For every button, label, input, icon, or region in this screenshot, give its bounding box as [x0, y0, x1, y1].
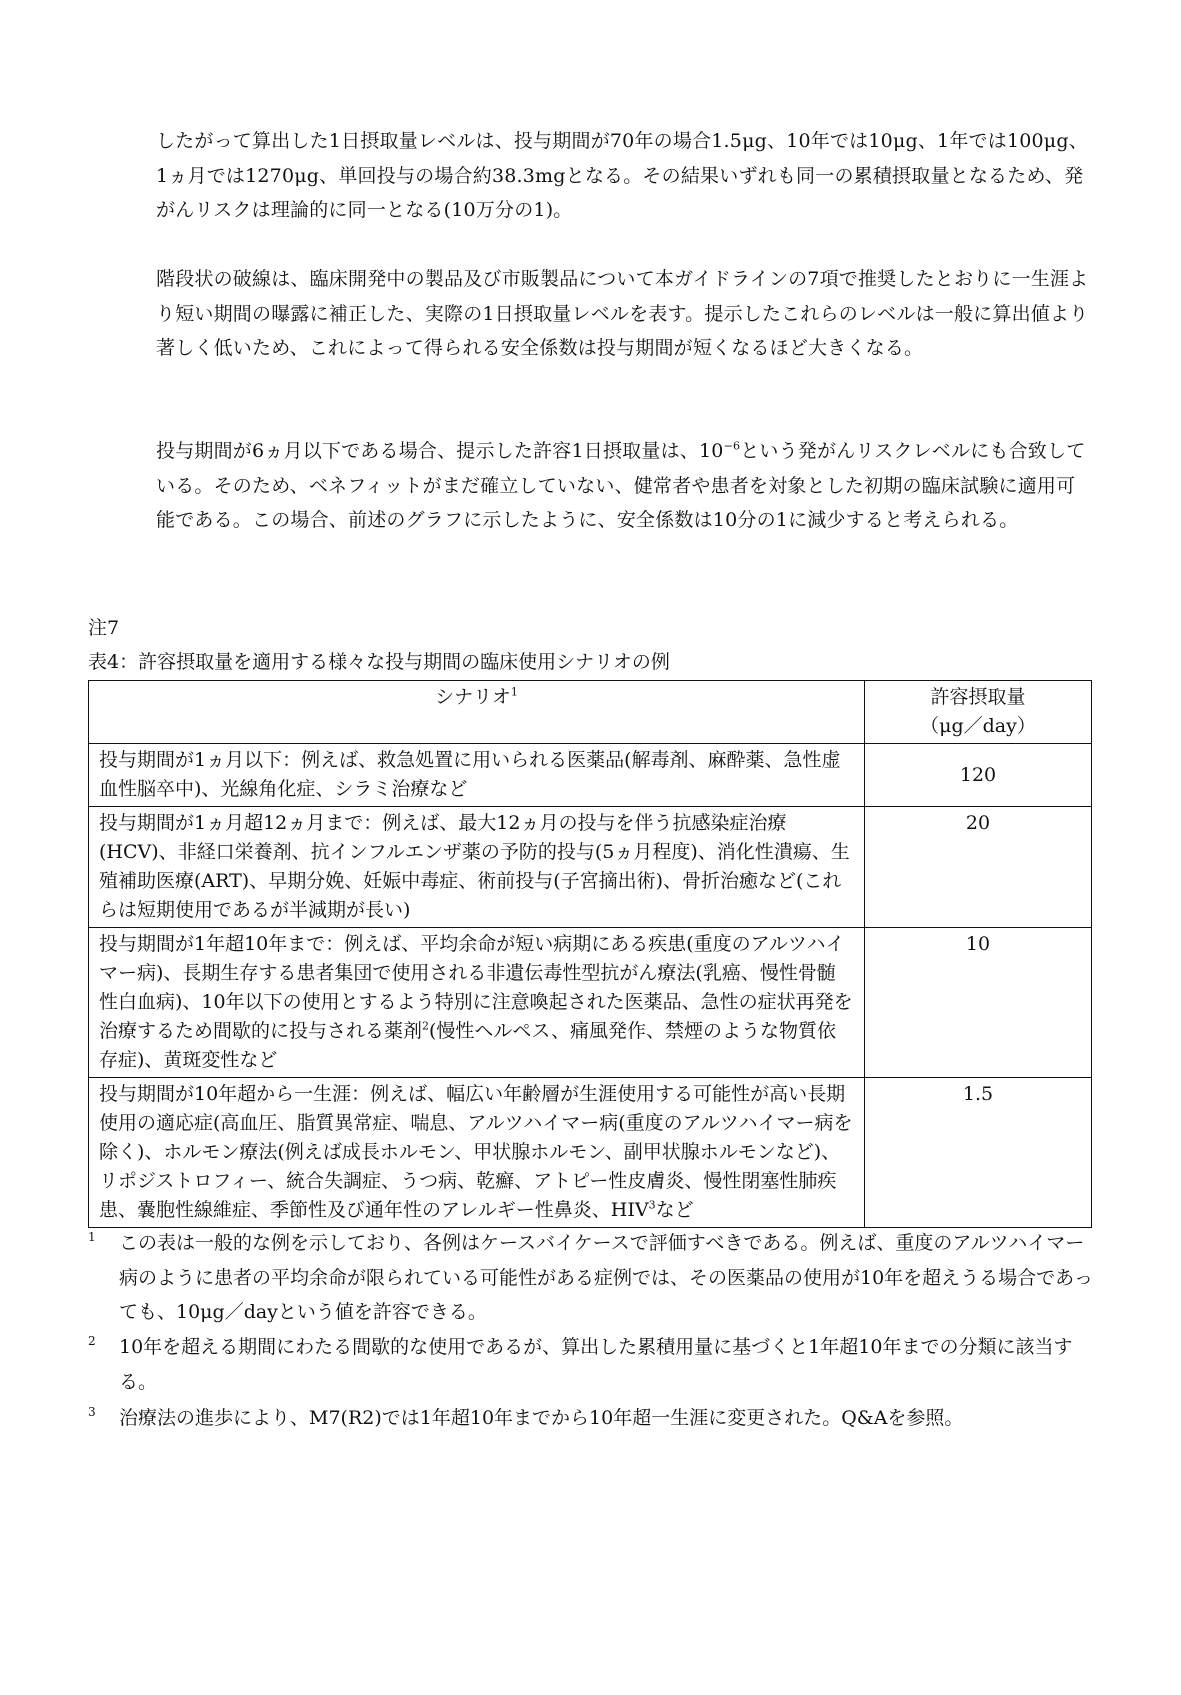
- footnote-ref: 2: [422, 1019, 430, 1033]
- footnote-3: [88, 1401, 1098, 1436]
- scenario-text: 投与期間が1年超10年まで：例えば、平均余命が短い病期にある疾患(重度のアルツハイマー病)、長期生存する患者集団で使用される非遺伝毒性型抗がん療法(乳癌、慢性骨髄性白血病)、10年以下の使用とするよう特別に注意喚起された医薬品、急性の症状再発を治療するため間歇的に投与される薬剤: [99, 933, 853, 1042]
- limit-cell: 1.5: [865, 1078, 1092, 1228]
- table-caption: 表4：許容摂取量を適用する様々な投与期間の臨床使用シナリオの例: [88, 651, 670, 673]
- scenario-text: (慢性ヘルペス、痛風発作、禁煙のような物質依存症)、黄斑変性など: [99, 1020, 836, 1071]
- scenario-cell: [89, 928, 865, 1078]
- body-paragraph-3: [156, 434, 1094, 538]
- p3-exponent: −6: [723, 439, 741, 453]
- table-row: [89, 744, 1092, 807]
- p3-text-before: 投与期間が6ヵ月以下である場合、提示した許容1日摂取量は、10: [156, 440, 724, 462]
- scenario-cell: 投与期間が1ヵ月以下：例えば、救急処置に用いられる医薬品(解毒剤、麻酔薬、急性虚血性脳卒中)、光線角化症、シラミ治療など: [89, 744, 865, 807]
- scenario-text: など: [655, 1199, 694, 1221]
- table-row: [89, 928, 1092, 1078]
- footnote-ref: 3: [648, 1198, 656, 1212]
- body-paragraph-1: したがって算出した1日摂取量レベルは、投与期間が70年の場合1.5μg、10年では10μg、1年では100μg、1ヵ月では1270μg、単回投与の場合約38.3mgとなる。その結果いずれも同一の累積摂取量となるため、発がんリスクは理論的に同一となる(10万分の1)。: [156, 130, 1088, 221]
- footnote-text: 10年を超える期間にわたる間歇的な使用であるが、算出した累積用量に基づくと1年超10年までの分類に該当する。: [119, 1336, 1073, 1393]
- limit-cell: 10: [865, 928, 1092, 1078]
- header-limit: [865, 681, 1092, 744]
- footnote-mark: 1: [88, 1230, 96, 1244]
- footnote-text: 治療法の進歩により、M7(R2)では1年超10年までから10年超一生涯に変更された。Q&Aを参照。: [119, 1407, 964, 1429]
- note-label: 注7: [88, 617, 120, 639]
- table-row: [89, 807, 1092, 928]
- header-scenario-label: シナリオ: [435, 686, 511, 708]
- scenario-cell: 投与期間が1ヵ月超12ヵ月まで：例えば、最大12ヵ月の投与を伴う抗感染症治療(HCV)、非経口栄養剤、抗インフルエンザ薬の予防的投与(5ヵ月程度)、消化性潰瘍、生殖補助医療(ART)、早期分娩、妊娠中毒症、術前投与(子宮摘出術)、骨折治癒など(これらは短期使用であるが半減期が長い): [89, 807, 865, 928]
- limit-cell: 120: [865, 744, 1092, 807]
- header-scenario: [89, 681, 865, 744]
- footnote-text: この表は一般的な例を示しており、各例はケースバイケースで評価すべきである。例えば、重度のアルツハイマー病のように患者の平均余命が限られている可能性がある症例では、その医薬品の使用が10年を超えうる場合であっても、10μg／dayという値を許容できる。: [119, 1232, 1093, 1323]
- footnote-mark: 2: [88, 1334, 96, 1348]
- table-row: [89, 1078, 1092, 1228]
- footnote-2: [88, 1330, 1098, 1399]
- header-limit-line2: （μg／day）: [920, 715, 1036, 737]
- table-header-row: [89, 681, 1092, 744]
- header-scenario-footnote-ref: 1: [510, 685, 518, 699]
- p3-text-after: という発がんリスクレベルにも合致している。そのため、ベネフィットがまだ確立していない、健常者や患者を対象とした初期の臨床試験に適用可能である。この場合、前述のグラフに示したように、安全係数は10分の1に減少すると考えられる。: [156, 440, 1086, 531]
- footnote-mark: 3: [88, 1405, 96, 1419]
- header-limit-line1: 許容摂取量: [930, 686, 1026, 708]
- scenario-table: [88, 680, 1092, 1228]
- scenario-text: 投与期間が10年超から一生涯：例えば、幅広い年齢層が生涯使用する可能性が高い長期使用の適応症(高血圧、脂質異常症、喘息、アルツハイマー病(重度のアルツハイマー病を除く)、ホルモン療法(例えば成長ホルモン、甲状腺ホルモン、副甲状腺ホルモンなど)、リポジストロフィー、統合失調症、うつ病、乾癬、アトピー性皮膚炎、慢性閉塞性肺疾患、嚢胞性線維症、季節性及び通年性のアレルギー性鼻炎、HIV: [99, 1083, 853, 1221]
- footnote-1: [88, 1226, 1098, 1330]
- limit-cell: 20: [865, 807, 1092, 928]
- scenario-cell: [89, 1078, 865, 1228]
- body-paragraph-2: 階段状の破線は、臨床開発中の製品及び市販製品について本ガイドラインの7項で推奨したとおりに一生涯より短い期間の曝露に補正した、実際の1日摂取量レベルを表す。提示したこれらのレベルは一般に算出値より著しく低いため、これによって得られる安全係数は投与期間が短くなるほど大きくなる。: [156, 268, 1089, 359]
